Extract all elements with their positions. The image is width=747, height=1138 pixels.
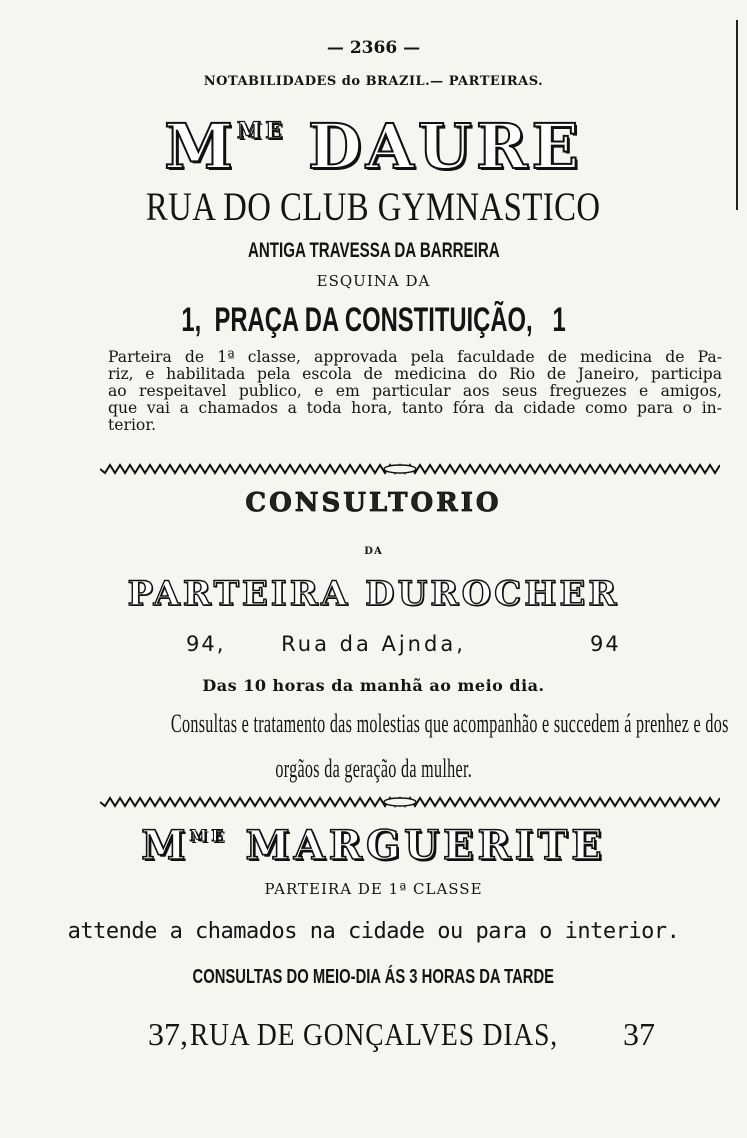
marguerite-title: [0, 822, 747, 872]
durocher-number-left: 94,: [186, 632, 226, 656]
consultorio-da: DA: [364, 546, 383, 557]
daure-description: [108, 349, 722, 434]
durocher-consult-line-1: [0, 709, 747, 739]
daure-line-3: ao respeitavel publico, e em particular aos seus freguezes e amigos,: [108, 382, 722, 400]
page-number: — 2366 —: [326, 38, 421, 58]
daure-square-text: PRAÇA DA CONSTITUIÇÃO,: [214, 301, 533, 339]
daure-line-4: que vai a chamados a toda hora, tanto fóra da cidade como para o in-: [108, 399, 722, 417]
durocher-consult-line-2: [0, 754, 747, 784]
wavy-divider-2: [100, 795, 720, 809]
daure-street: [0, 183, 747, 230]
daure-corner: ESQUINA DA: [316, 272, 431, 290]
marguerite-number-left: 37,: [148, 1016, 188, 1052]
daure-name: DAURE: [308, 110, 583, 183]
daure-number-left: 1,: [181, 301, 202, 339]
marguerite-title-prefix: M: [141, 822, 190, 869]
daure-line-1: Parteira de 1ª classe, approvada pela faculdade de medicina de Pa-: [108, 348, 722, 366]
durocher-name-text: PARTEIRA DUROCHER: [127, 574, 620, 614]
consultorio-heading: [0, 488, 747, 518]
marguerite-name: MARGUERITE: [245, 822, 606, 869]
daure-line-2: riz, e habilitada pela escola de medicina do Rio de Janeiro, participa: [108, 365, 722, 383]
wavy-divider-1: [100, 462, 720, 476]
daure-old-name: [0, 238, 747, 263]
marguerite-class: PARTEIRA DE 1ª CLASSE: [264, 880, 483, 898]
durocher-name: [0, 573, 747, 614]
durocher-address: [0, 632, 747, 660]
marguerite-address: [0, 1016, 747, 1056]
daure-title: [0, 110, 747, 183]
marguerite-hours: [0, 964, 747, 989]
page-header: NOTABILIDADES do BRAZIL.— PARTEIRAS.: [203, 74, 544, 89]
durocher-street: Rua da Ajnda,: [281, 632, 466, 656]
daure-square: [0, 300, 747, 340]
durocher-consult-line-1-text: Consultas e tratamento das molestias que acompanhão e succedem á prenhez e dos: [170, 709, 729, 738]
marguerite-title-sup: ME: [189, 826, 228, 845]
daure-street-text: RUA DO CLUB GYMNASTICO: [146, 184, 601, 229]
durocher-number-right: 94: [590, 632, 621, 656]
consultorio-heading-text: CONSULTORIO: [245, 488, 502, 518]
marguerite-hours-text: CONSULTAS DO MEIO-DIA ÁS 3 HORAS DA TARDE: [192, 966, 555, 988]
daure-title-sup: ME: [236, 118, 287, 144]
daure-title-prefix: M: [164, 110, 237, 183]
marguerite-street: RUA DE GONÇALVES DIAS,: [189, 1016, 558, 1052]
marguerite-number-right: 37: [623, 1016, 655, 1052]
marguerite-attende: attende a chamados na cidade ou para o interior.: [67, 919, 680, 944]
durocher-hours: Das 10 horas da manhã ao meio dia.: [202, 676, 545, 695]
durocher-consult-line-2-text: orgãos da geração da mulher.: [275, 754, 472, 783]
daure-old-name-text: ANTIGA TRAVESSA DA BARREIRA: [247, 239, 500, 262]
daure-number-right: 1: [552, 301, 566, 339]
daure-line-5: terior.: [108, 416, 157, 434]
